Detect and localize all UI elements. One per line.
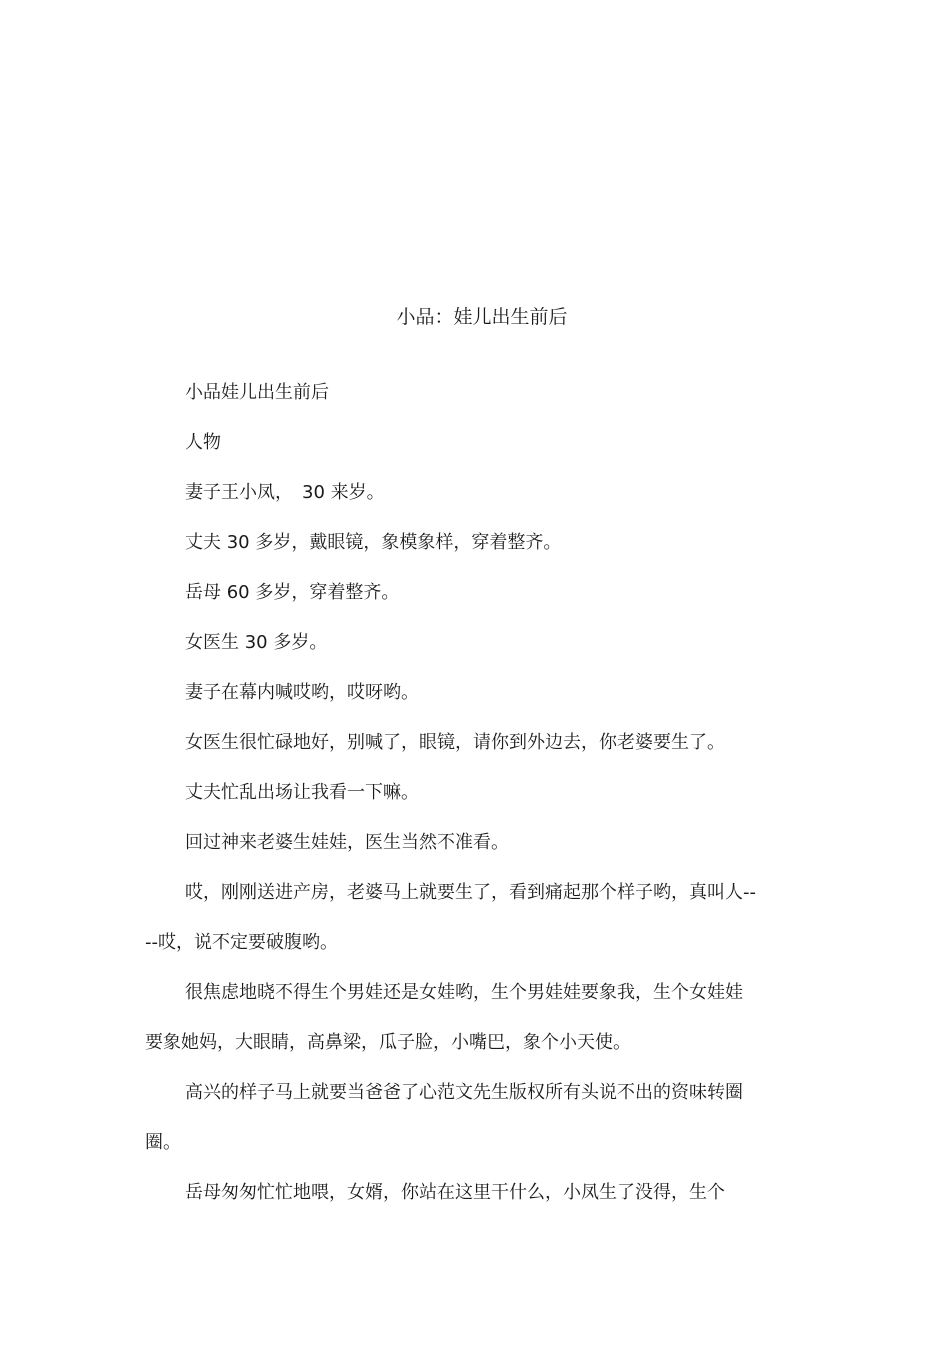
paragraph-line: 很焦虑地晓不得生个男娃还是女娃哟，生个男娃娃要象我，生个女娃娃要象她妈，大眼睛，高鼻梁，瓜子脸，小嘴巴，象个小天使。 — [145, 982, 743, 1053]
paragraph-line: 岳母匆匆忙忙地喂，女婿，你站在这里干什么，小凤生了没得，生个 — [185, 1182, 725, 1203]
paragraph-character-doctor: 女医生 30 多岁。 — [185, 632, 328, 653]
paragraph-line: 高兴的样子马上就要当爸爸了心范文先生版权所有头说不出的资味转圈圈。 — [145, 1082, 743, 1153]
paragraph-character-husband: 丈夫 30 多岁，戴眼镜，象模象样，穿着整齐。 — [185, 532, 562, 553]
document-title: 小品：娃儿出生前后 — [396, 306, 568, 328]
paragraph-line: 女医生很忙碌地好，别喊了，眼镜，请你到外边去，你老婆要生了。 — [185, 732, 725, 753]
paragraph-heading: 小品娃儿出生前后 — [185, 382, 329, 403]
paragraph-line: 哎，刚刚送进产房，老婆马上就要生了，看到痛起那个样子哟，真叫人----哎，说不定要破腹哟。 — [145, 882, 756, 953]
paragraph-character-mother-in-law: 岳母 60 多岁，穿着整齐。 — [185, 582, 400, 603]
paragraph-character-wife: 妻子王小凤， 30 来岁。 — [185, 482, 385, 503]
paragraph-line: 回过神来老婆生娃娃，医生当然不准看。 — [185, 832, 509, 853]
document-body — [145, 368, 760, 1218]
paragraph-line: 丈夫忙乱出场让我看一下嘛。 — [185, 782, 419, 803]
paragraph-line: 妻子在幕内喊哎哟，哎呀哟。 — [185, 682, 419, 703]
paragraph-characters-label: 人物 — [185, 432, 221, 453]
